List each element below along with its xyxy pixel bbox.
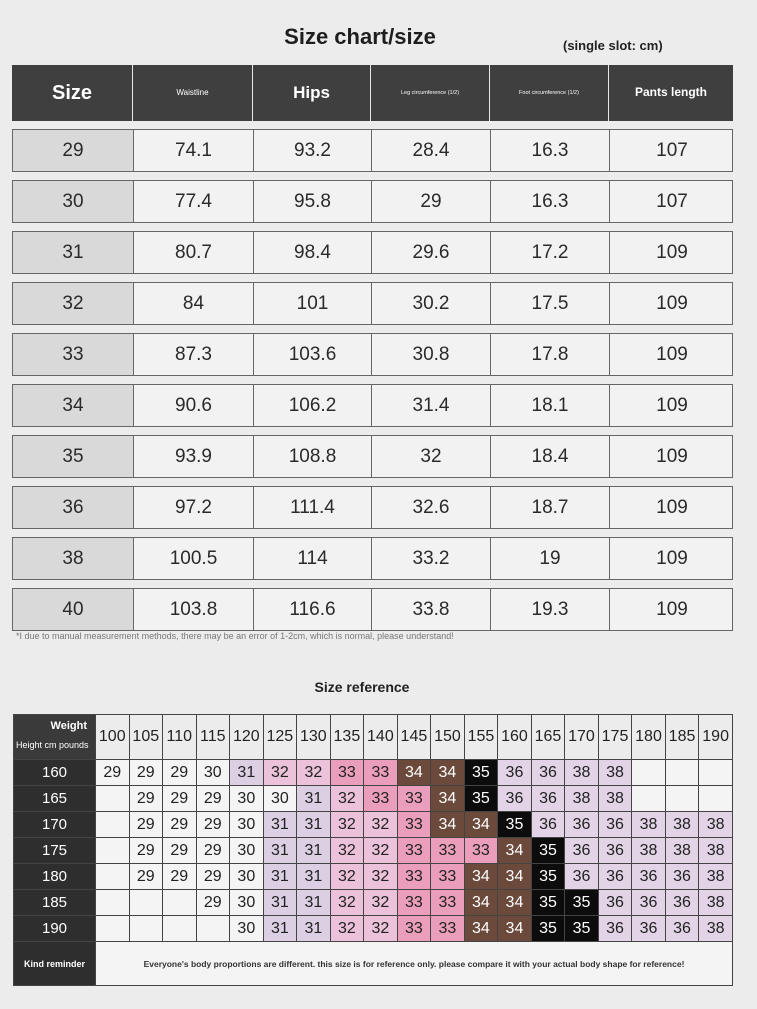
reference-cell: 32 bbox=[364, 890, 398, 916]
weight-header: 155 bbox=[464, 715, 498, 760]
size-row bbox=[12, 282, 733, 325]
size-cell: 33 bbox=[13, 334, 134, 375]
reference-cell: 29 bbox=[196, 890, 230, 916]
reference-cell bbox=[632, 760, 666, 786]
size-row bbox=[12, 486, 733, 529]
size-cell: 107 bbox=[656, 139, 688, 161]
weight-header: 140 bbox=[364, 715, 398, 760]
size-cell: 90.6 bbox=[134, 385, 254, 426]
reference-cell: 36 bbox=[665, 890, 699, 916]
weight-header: 100 bbox=[96, 715, 130, 760]
reference-cell bbox=[163, 890, 197, 916]
reference-cell: 34 bbox=[498, 838, 532, 864]
size-cell: 16.3 bbox=[491, 130, 610, 171]
reminder-text: Everyone's body proportions are different. this size is for reference only. please compare it with your actual body shape for reference! bbox=[96, 942, 733, 986]
weight-header: 125 bbox=[263, 715, 297, 760]
reference-cell: 34 bbox=[431, 760, 465, 786]
header-pants-length: Pants length bbox=[609, 65, 733, 121]
header-waistline: Waistline bbox=[133, 65, 253, 121]
height-label: 160 bbox=[14, 760, 96, 786]
reference-cell: 29 bbox=[129, 760, 163, 786]
reference-cell: 38 bbox=[699, 890, 733, 916]
reference-cell: 36 bbox=[565, 838, 599, 864]
reference-cell bbox=[665, 786, 699, 812]
reference-cell: 38 bbox=[665, 838, 699, 864]
reference-cell: 36 bbox=[531, 812, 565, 838]
reference-cell: 36 bbox=[565, 864, 599, 890]
reference-cell bbox=[96, 890, 130, 916]
reference-cell: 35 bbox=[498, 812, 532, 838]
reference-cell bbox=[96, 812, 130, 838]
weight-header: 115 bbox=[196, 715, 230, 760]
reference-cell: 34 bbox=[431, 812, 465, 838]
reference-cell: 35 bbox=[565, 916, 599, 942]
size-cell: 29 bbox=[13, 130, 134, 171]
size-cell: 93.9 bbox=[134, 436, 254, 477]
size-cell: 101 bbox=[254, 283, 372, 324]
height-label: 190 bbox=[14, 916, 96, 942]
reference-cell bbox=[699, 786, 733, 812]
reference-cell: 32 bbox=[364, 838, 398, 864]
reference-cell: 31 bbox=[297, 916, 331, 942]
reference-cell: 36 bbox=[598, 916, 632, 942]
size-row bbox=[12, 333, 733, 376]
reference-cell bbox=[96, 786, 130, 812]
reference-cell: 31 bbox=[230, 760, 264, 786]
reference-cell: 30 bbox=[230, 916, 264, 942]
reference-cell: 38 bbox=[632, 812, 666, 838]
reference-cell: 34 bbox=[464, 864, 498, 890]
weight-header: 150 bbox=[431, 715, 465, 760]
size-cell: 109 bbox=[656, 343, 688, 365]
reference-cell bbox=[163, 916, 197, 942]
reference-cell: 38 bbox=[665, 812, 699, 838]
size-cell: 103.6 bbox=[254, 334, 372, 375]
size-cell: 29 bbox=[372, 181, 491, 222]
reference-cell: 29 bbox=[163, 864, 197, 890]
reference-cell bbox=[129, 890, 163, 916]
reference-cell: 38 bbox=[699, 916, 733, 942]
reference-cell: 30 bbox=[230, 812, 264, 838]
reference-cell: 33 bbox=[431, 864, 465, 890]
reference-cell: 36 bbox=[598, 890, 632, 916]
weight-header: 175 bbox=[598, 715, 632, 760]
reference-title: Size reference bbox=[314, 679, 410, 695]
reference-cell: 38 bbox=[598, 786, 632, 812]
header-foot-circumference: Foot circumference (1/2) bbox=[490, 65, 609, 121]
size-cell: 33.8 bbox=[372, 589, 491, 630]
reference-cell: 32 bbox=[330, 864, 364, 890]
reference-cell: 36 bbox=[531, 786, 565, 812]
size-row bbox=[12, 588, 733, 631]
reference-cell: 32 bbox=[330, 786, 364, 812]
reference-cell: 33 bbox=[431, 890, 465, 916]
size-row bbox=[12, 231, 733, 274]
reference-cell: 33 bbox=[364, 786, 398, 812]
weight-header: 110 bbox=[163, 715, 197, 760]
size-cell: 87.3 bbox=[134, 334, 254, 375]
size-row bbox=[12, 384, 733, 427]
reference-cell: 35 bbox=[531, 890, 565, 916]
size-cell: 17.5 bbox=[491, 283, 610, 324]
size-cell: 17.2 bbox=[491, 232, 610, 273]
size-cell: 98.4 bbox=[254, 232, 372, 273]
weight-header: 185 bbox=[665, 715, 699, 760]
reference-row bbox=[14, 760, 733, 786]
reference-cell: 32 bbox=[330, 916, 364, 942]
reference-cell: 38 bbox=[699, 864, 733, 890]
size-cell: 103.8 bbox=[134, 589, 254, 630]
weight-header: 120 bbox=[230, 715, 264, 760]
size-cell: 107 bbox=[656, 190, 688, 212]
size-cell: 80.7 bbox=[134, 232, 254, 273]
weight-header: 135 bbox=[330, 715, 364, 760]
size-cell: 109 bbox=[656, 496, 688, 518]
size-cell: 30.8 bbox=[372, 334, 491, 375]
reference-cell: 32 bbox=[364, 916, 398, 942]
reference-cell: 34 bbox=[397, 760, 431, 786]
height-label: 170 bbox=[14, 812, 96, 838]
header-size: Size bbox=[12, 65, 133, 121]
reference-cell: 35 bbox=[531, 838, 565, 864]
reference-cell: 34 bbox=[464, 890, 498, 916]
reference-cell: 35 bbox=[565, 890, 599, 916]
reference-cell: 38 bbox=[632, 838, 666, 864]
reference-cell: 32 bbox=[364, 812, 398, 838]
size-cell: 109 bbox=[656, 394, 688, 416]
size-chart-header bbox=[12, 65, 733, 121]
reference-cell: 32 bbox=[330, 890, 364, 916]
reference-cell: 31 bbox=[263, 812, 297, 838]
reference-cell: 32 bbox=[330, 838, 364, 864]
weight-header: 145 bbox=[397, 715, 431, 760]
reference-cell: 33 bbox=[330, 760, 364, 786]
reference-cell bbox=[196, 916, 230, 942]
size-cell: 36 bbox=[13, 487, 134, 528]
size-cell: 84 bbox=[134, 283, 254, 324]
size-cell: 31.4 bbox=[372, 385, 491, 426]
reference-cell: 34 bbox=[498, 890, 532, 916]
size-cell: 34 bbox=[13, 385, 134, 426]
reference-cell: 33 bbox=[431, 916, 465, 942]
size-row bbox=[12, 180, 733, 223]
size-row bbox=[12, 129, 733, 172]
weight-header: 170 bbox=[565, 715, 599, 760]
height-label: 165 bbox=[14, 786, 96, 812]
reference-corner bbox=[14, 715, 96, 760]
reference-cell: 29 bbox=[163, 812, 197, 838]
header-hips: Hips bbox=[253, 65, 371, 121]
weight-header: 165 bbox=[531, 715, 565, 760]
reference-cell: 31 bbox=[263, 916, 297, 942]
size-cell: 38 bbox=[13, 538, 134, 579]
height-label: 175 bbox=[14, 838, 96, 864]
size-cell: 16.3 bbox=[491, 181, 610, 222]
reminder-row bbox=[14, 942, 733, 986]
size-cell: 30 bbox=[13, 181, 134, 222]
reference-cell: 33 bbox=[397, 838, 431, 864]
size-cell: 109 bbox=[656, 547, 688, 569]
reference-cell: 29 bbox=[196, 786, 230, 812]
size-chart bbox=[12, 65, 733, 631]
reference-cell: 35 bbox=[464, 786, 498, 812]
reminder-label: Kind reminder bbox=[14, 942, 96, 986]
reference-cell: 30 bbox=[263, 786, 297, 812]
reference-row bbox=[14, 838, 733, 864]
reference-cell: 30 bbox=[196, 760, 230, 786]
weight-header: 160 bbox=[498, 715, 532, 760]
reference-cell: 33 bbox=[397, 890, 431, 916]
reference-cell: 34 bbox=[464, 916, 498, 942]
reference-cell: 31 bbox=[263, 864, 297, 890]
reference-cell: 29 bbox=[163, 786, 197, 812]
reference-cell: 29 bbox=[196, 864, 230, 890]
reference-cell: 31 bbox=[297, 838, 331, 864]
size-reference-table bbox=[13, 714, 733, 986]
reference-cell: 33 bbox=[431, 838, 465, 864]
reference-cell: 33 bbox=[397, 916, 431, 942]
reference-cell: 36 bbox=[598, 812, 632, 838]
reference-cell: 29 bbox=[129, 838, 163, 864]
size-cell: 109 bbox=[656, 445, 688, 467]
size-chart-body bbox=[12, 129, 733, 631]
reference-cell: 38 bbox=[565, 786, 599, 812]
reference-cell: 29 bbox=[163, 838, 197, 864]
size-cell: 32 bbox=[13, 283, 134, 324]
reference-cell: 31 bbox=[263, 890, 297, 916]
size-cell: 114 bbox=[254, 538, 372, 579]
reference-cell: 29 bbox=[129, 786, 163, 812]
reference-cell: 38 bbox=[565, 760, 599, 786]
reference-cell: 32 bbox=[263, 760, 297, 786]
reference-cell: 36 bbox=[565, 812, 599, 838]
reference-cell bbox=[96, 838, 130, 864]
reference-cell: 36 bbox=[632, 890, 666, 916]
weight-header: 130 bbox=[297, 715, 331, 760]
size-cell: 93.2 bbox=[254, 130, 372, 171]
size-cell: 74.1 bbox=[134, 130, 254, 171]
size-cell: 17.8 bbox=[491, 334, 610, 375]
size-cell: 40 bbox=[13, 589, 134, 630]
size-cell: 31 bbox=[13, 232, 134, 273]
reference-cell bbox=[665, 760, 699, 786]
reference-cell: 36 bbox=[665, 864, 699, 890]
reference-cell: 36 bbox=[598, 864, 632, 890]
header-leg-circumference: Leg circumference (1/2) bbox=[371, 65, 490, 121]
size-cell: 32 bbox=[372, 436, 491, 477]
height-label: 185 bbox=[14, 890, 96, 916]
reference-cell: 35 bbox=[531, 916, 565, 942]
size-cell: 19 bbox=[491, 538, 610, 579]
reference-cell: 36 bbox=[665, 916, 699, 942]
reference-row bbox=[14, 864, 733, 890]
reference-cell: 31 bbox=[297, 786, 331, 812]
size-cell: 33.2 bbox=[372, 538, 491, 579]
size-cell: 19.3 bbox=[491, 589, 610, 630]
size-cell: 116.6 bbox=[254, 589, 372, 630]
size-cell: 109 bbox=[656, 241, 688, 263]
size-cell: 106.2 bbox=[254, 385, 372, 426]
size-row bbox=[12, 537, 733, 580]
size-cell: 18.1 bbox=[491, 385, 610, 426]
reference-cell: 34 bbox=[431, 786, 465, 812]
reference-cell: 29 bbox=[196, 838, 230, 864]
size-cell: 28.4 bbox=[372, 130, 491, 171]
reference-cell: 36 bbox=[632, 864, 666, 890]
size-cell: 109 bbox=[656, 598, 688, 620]
reference-cell: 36 bbox=[531, 760, 565, 786]
reference-cell: 30 bbox=[230, 838, 264, 864]
reference-cell: 34 bbox=[464, 812, 498, 838]
reference-cell: 33 bbox=[364, 760, 398, 786]
reference-cell: 33 bbox=[397, 786, 431, 812]
reference-cell: 31 bbox=[263, 838, 297, 864]
reference-cell: 36 bbox=[498, 786, 532, 812]
reference-cell: 33 bbox=[464, 838, 498, 864]
size-cell: 108.8 bbox=[254, 436, 372, 477]
reference-cell: 33 bbox=[397, 812, 431, 838]
reference-cell: 29 bbox=[163, 760, 197, 786]
reference-cell bbox=[632, 786, 666, 812]
reference-cell: 30 bbox=[230, 890, 264, 916]
size-cell: 35 bbox=[13, 436, 134, 477]
size-cell: 77.4 bbox=[134, 181, 254, 222]
reference-cell: 32 bbox=[330, 812, 364, 838]
weight-header: 190 bbox=[699, 715, 733, 760]
size-cell: 109 bbox=[656, 292, 688, 314]
reference-cell: 38 bbox=[598, 760, 632, 786]
reference-cell bbox=[96, 864, 130, 890]
reference-cell bbox=[129, 916, 163, 942]
height-label: 180 bbox=[14, 864, 96, 890]
weight-header: 105 bbox=[129, 715, 163, 760]
reference-cell: 35 bbox=[531, 864, 565, 890]
reference-cell: 36 bbox=[632, 916, 666, 942]
reference-cell: 31 bbox=[297, 812, 331, 838]
size-cell: 30.2 bbox=[372, 283, 491, 324]
reference-cell: 38 bbox=[699, 812, 733, 838]
reference-cell: 29 bbox=[196, 812, 230, 838]
reference-header-row bbox=[14, 715, 733, 760]
corner-height-label: Height cm pounds bbox=[16, 740, 89, 750]
corner-weight-label: Weight bbox=[50, 720, 87, 732]
reference-row bbox=[14, 812, 733, 838]
page-title: Size chart/size bbox=[284, 24, 436, 49]
size-cell: 97.2 bbox=[134, 487, 254, 528]
reference-cell: 29 bbox=[129, 812, 163, 838]
reference-cell: 36 bbox=[498, 760, 532, 786]
reference-cell: 30 bbox=[230, 864, 264, 890]
reference-row bbox=[14, 890, 733, 916]
reference-cell: 29 bbox=[129, 864, 163, 890]
size-cell: 95.8 bbox=[254, 181, 372, 222]
reference-cell: 38 bbox=[699, 838, 733, 864]
reference-cell: 35 bbox=[464, 760, 498, 786]
reference-cell: 34 bbox=[498, 916, 532, 942]
size-cell: 32.6 bbox=[372, 487, 491, 528]
reference-cell bbox=[96, 916, 130, 942]
reference-cell: 36 bbox=[598, 838, 632, 864]
size-row bbox=[12, 435, 733, 478]
size-cell: 29.6 bbox=[372, 232, 491, 273]
size-cell: 111.4 bbox=[254, 487, 372, 528]
reference-cell: 31 bbox=[297, 864, 331, 890]
reference-cell: 32 bbox=[364, 864, 398, 890]
size-cell: 18.4 bbox=[491, 436, 610, 477]
reference-cell bbox=[699, 760, 733, 786]
reference-cell: 29 bbox=[96, 760, 130, 786]
unit-note: (single slot: cm) bbox=[563, 38, 663, 53]
reference-cell: 31 bbox=[297, 890, 331, 916]
reference-row bbox=[14, 916, 733, 942]
reference-cell: 32 bbox=[297, 760, 331, 786]
reference-row bbox=[14, 786, 733, 812]
reference-cell: 33 bbox=[397, 864, 431, 890]
weight-header: 180 bbox=[632, 715, 666, 760]
reference-cell: 30 bbox=[230, 786, 264, 812]
reference-cell: 34 bbox=[498, 864, 532, 890]
size-cell: 100.5 bbox=[134, 538, 254, 579]
measurement-note: *I due to manual measurement methods, there may be an error of 1-2cm, which is normal, please understand! bbox=[16, 631, 454, 641]
size-cell: 18.7 bbox=[491, 487, 610, 528]
